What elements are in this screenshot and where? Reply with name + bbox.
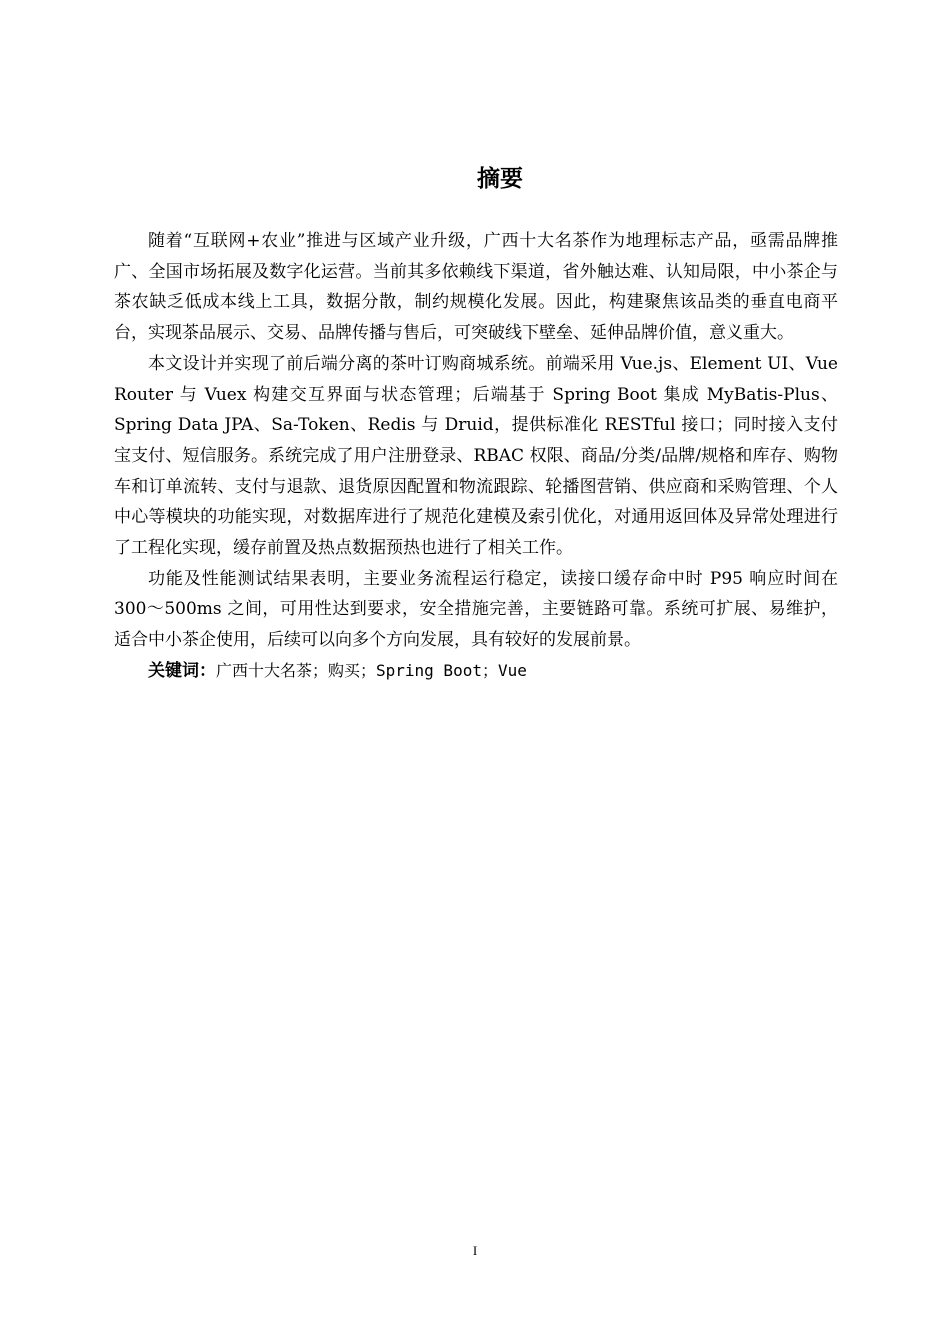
- abstract-body: [114, 226, 838, 687]
- abstract-paragraph-3: 功能及性能测试结果表明，主要业务流程运行稳定，读接口缓存命中时 P95 响应时间在 300～500ms 之间，可用性达到要求，安全措施完善，主要链路可靠。系统可扩展、易维护，适合中小茶企使用，后续可以向多个方向发展，具有较好的发展前景。: [114, 568, 838, 651]
- keywords-value: 广西十大名茶；购买；Spring Boot；Vue: [216, 660, 527, 680]
- abstract-paragraph-1: 随着“互联网+农业”推进与区域产业升级，广西十大名茶作为地理标志产品，亟需品牌推广、全国市场拓展及数字化运营。当前其多依赖线下渠道，省外触达难、认知局限，中小茶企与茶农缺乏低成本线上工具，数据分散，制约规模化发展。因此，构建聚焦该品类的垂直电商平台，实现茶品展示、交易、品牌传播与售后，可突破线下壁垒、延伸品牌价值，意义重大。: [114, 231, 838, 344]
- abstract-paragraph-2: 本文设计并实现了前后端分离的茶叶订购商城系统。前端采用 Vue.js、Element UI、Vue Router 与 Vuex 构建交互界面与状态管理；后端基于 Spring Boot 集成 MyBatis-Plus、Spring Data JPA、Sa-Token、Redis 与 Druid，提供标准化 RESTful 接口；同时接入支付宝支付、短信服务。系统完成了用户注册登录、RBAC 权限、商品/分类/品牌/规格和库存、购物车和订单流转、支付与退款、退货原因配置和物流跟踪、轮播图营销、供应商和采购管理、个人中心等模块的功能实现，对数据库进行了规范化建模及索引优化，对通用返回体及异常处理进行了工程化实现，缓存前置及热点数据预热也进行了相关工作。: [114, 353, 838, 559]
- abstract-title: 摘要: [477, 166, 523, 192]
- keywords-label: 关键词：: [148, 660, 216, 681]
- keywords-line: [114, 656, 838, 687]
- page-number: I: [472, 1243, 478, 1258]
